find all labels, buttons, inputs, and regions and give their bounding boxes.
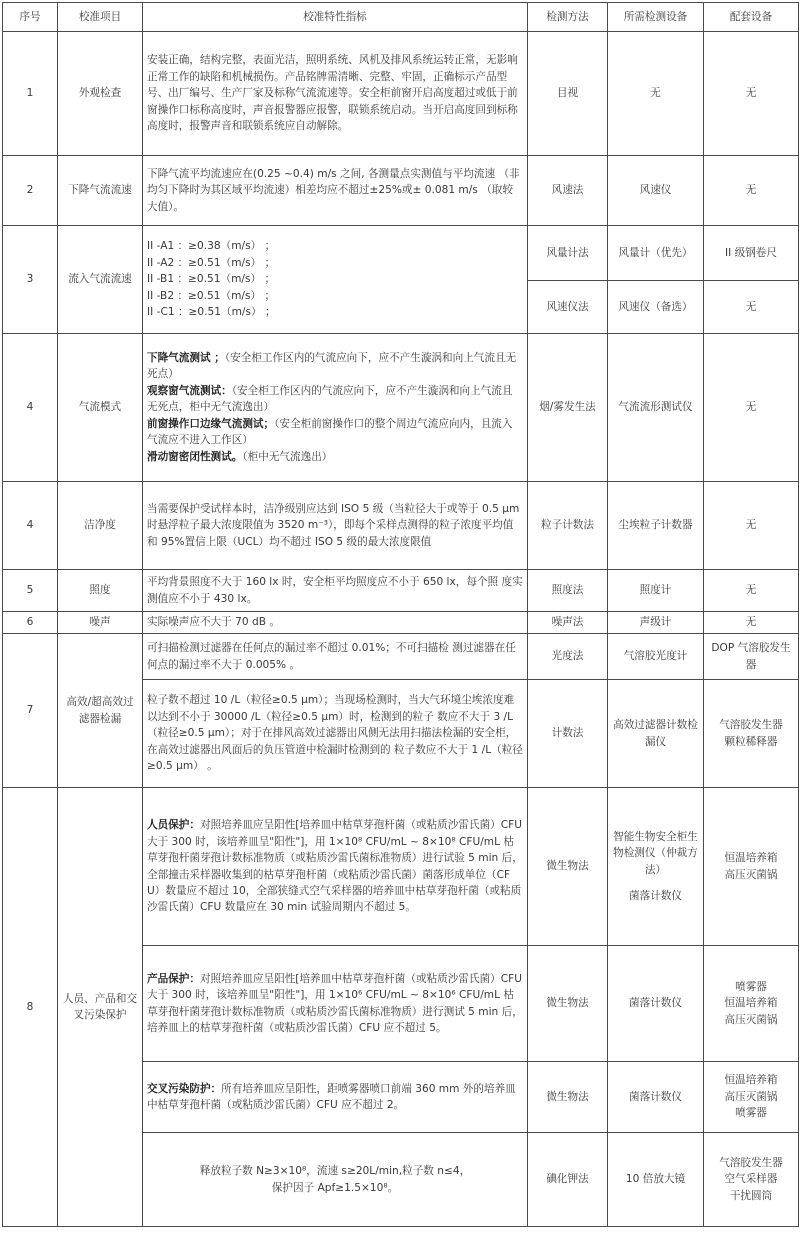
row-item: 噪声 bbox=[58, 612, 143, 634]
row-no: 8 bbox=[3, 788, 58, 1227]
spec-text: 对照培养皿应呈阳性[培养皿中枯草芽孢杆菌（或粘质沙雷氏菌）CFU 大于 300 时，该培养皿呈"阳性"]，用 1×10⁶ CFU/mL ~ 8×10⁶ CFU/mL 枯草芽孢杆菌芽孢计数标准物质（或粘质沙雷氏菌标准物质）进行测试 5 min 后，培养皿上的枯草芽孢杆菌（或粘质沙雷氏菌）CFU 应不超过 5。 bbox=[147, 972, 523, 1034]
row-no: 7 bbox=[3, 634, 58, 788]
aux-line: 干扰圆筒 bbox=[729, 1189, 773, 1202]
row-aux bbox=[704, 1133, 799, 1227]
row-method: 烟/雾发生法 bbox=[528, 334, 608, 482]
row-item: 流入气流流速 bbox=[58, 226, 143, 334]
header-item: 校准项目 bbox=[58, 3, 143, 32]
device-line: 菌落计数仪 bbox=[629, 889, 682, 902]
row-item: 高效/超高效过滤器检漏 bbox=[58, 634, 143, 788]
row-spec bbox=[143, 226, 528, 334]
table-row bbox=[3, 156, 799, 226]
header-method: 检测方法 bbox=[528, 3, 608, 32]
row-method: 光度法 bbox=[528, 634, 608, 680]
row-method: 计数法 bbox=[528, 680, 608, 788]
row-spec: 安装正确，结构完整，表面光洁，照明系统、风机及排风系统运转正常，无影响正常工作的缺陷和机械损伤。产品铭牌需清晰、完整、牢固，正确标示产品型号、出厂编号、生产厂家及标称气流流速等。安全柜前窗开启高度超过或低于前窗操作口标称高度时，声音报警器应报警，联锁系统启动。当开启高度回到标称高度时，报警声音和联锁系统应自动解除。 bbox=[143, 32, 528, 156]
aux-line: 高压灭菌锅 bbox=[724, 1013, 778, 1026]
row-device: 高效过滤器计数检漏仪 bbox=[608, 680, 704, 788]
row-item: 人员、产品和交叉污染保护 bbox=[58, 788, 143, 1227]
row-spec: 平均背景照度不大于 160 lx 时，安全柜平均照度应不小于 650 lx，每个照 度实测值应不小于 430 lx。 bbox=[143, 570, 528, 612]
spec-text: （柜中无气流逸出） bbox=[242, 450, 333, 463]
row-aux: 无 bbox=[704, 32, 799, 156]
row-spec: 当需要保护受试样本时，洁净级别应达到 ISO 5 级（当粒径大于或等于 0.5 μm 时悬浮粒子最大浓度限值为 3520 m⁻³），即每个采样点测得的粒子浓度平均值和 95%置信上限（UCL）均不超过 ISO 5 级的最大浓度限值 bbox=[143, 482, 528, 570]
row-method: 风速仪法 bbox=[528, 281, 608, 334]
row-method: 照度法 bbox=[528, 570, 608, 612]
aux-line: 高压灭菌锅 bbox=[724, 1090, 778, 1103]
row-device: 10 倍放大镜 bbox=[608, 1133, 704, 1227]
row-aux: 无 bbox=[704, 334, 799, 482]
spec-text: （安全柜工作区内的气流应向下，应不产生漩涡和向上气流且无死点，柜中无气流逸出） bbox=[147, 384, 513, 414]
row-no: 4 bbox=[3, 482, 58, 570]
spec-bold: 下降气流测试 ； bbox=[147, 352, 225, 365]
aux-line: 恒温培养箱 bbox=[724, 852, 778, 865]
spec-line: II -C1 ：≥0.51（m/s） ； bbox=[147, 306, 276, 319]
row-aux: 无 bbox=[704, 156, 799, 226]
row-aux: DOP 气溶胶发生器 bbox=[704, 634, 799, 680]
row-method: 目视 bbox=[528, 32, 608, 156]
row-spec: 下降气流平均流速应在(0.25 ~0.4) m/s 之间, 各测量点实测值与平均流速 （非均匀下降时为其区域平均流速）相差均应不超过±25%或± 0.081 m/s （取较大值）。 bbox=[143, 156, 528, 226]
row-spec bbox=[143, 1133, 528, 1227]
row-aux bbox=[704, 680, 799, 788]
aux-line: 颗粒稀释器 bbox=[724, 735, 778, 748]
row-aux: 无 bbox=[704, 482, 799, 570]
row-spec bbox=[143, 946, 528, 1062]
row-method: 微生物法 bbox=[528, 946, 608, 1062]
spec-bold: 人员保护： bbox=[147, 819, 200, 832]
spec-bold: 观察窗气流测试： bbox=[147, 384, 232, 397]
aux-line: 恒温培养箱 bbox=[724, 1074, 778, 1087]
row-device: 照度计 bbox=[608, 570, 704, 612]
row-aux: 无 bbox=[704, 612, 799, 634]
row-aux bbox=[704, 946, 799, 1062]
spec-bold: 滑动窗密闭性测试。 bbox=[147, 450, 243, 463]
row-method: 微生物法 bbox=[528, 788, 608, 946]
row-method: 粒子计数法 bbox=[528, 482, 608, 570]
spec-line: II -A1 ：≥0.38（m/s） ； bbox=[147, 240, 276, 253]
spec-text: （安全柜工作区内的气流应向下，应不产生漩涡和向上气流且无死点） bbox=[147, 352, 517, 381]
row-aux: 无 bbox=[704, 281, 799, 334]
table-row bbox=[3, 634, 799, 680]
spec-line: II -B1 ：≥0.51（m/s） ； bbox=[147, 273, 276, 286]
row-device: 气溶胶光度计 bbox=[608, 634, 704, 680]
row-method: 微生物法 bbox=[528, 1062, 608, 1133]
row-device: 无 bbox=[608, 32, 704, 156]
table-row bbox=[3, 570, 799, 612]
row-aux: 无 bbox=[704, 570, 799, 612]
row-spec bbox=[143, 1062, 528, 1133]
row-device: 风速仪（备选） bbox=[608, 281, 704, 334]
spec-line: II -A2 ：≥0.51（m/s） ； bbox=[147, 256, 276, 269]
row-aux: II 级钢卷尺 bbox=[704, 226, 799, 281]
row-aux bbox=[704, 1062, 799, 1133]
row-no: 6 bbox=[3, 612, 58, 634]
row-no: 4 bbox=[3, 334, 58, 482]
row-device: 尘埃粒子计数器 bbox=[608, 482, 704, 570]
calibration-table bbox=[2, 2, 799, 1227]
table-row bbox=[3, 482, 799, 570]
spec-line: 释放粒子数 N≥3×10⁸，流速 s≥20L/min,粒子数 n≤4， bbox=[199, 1165, 471, 1178]
aux-line: 气溶胶发生器 bbox=[719, 719, 783, 732]
spec-bold: 产品保护： bbox=[147, 972, 200, 985]
aux-line: 喷雾器 bbox=[735, 980, 767, 993]
table-row bbox=[3, 334, 799, 482]
spec-text: 所有培养皿应呈阳性，距喷雾器喷口前端 360 mm 外的培养皿中枯草芽孢杆菌（或粘质沙雷氏菌）CFU 应不超过 2。 bbox=[147, 1082, 516, 1111]
aux-line: 高压灭菌锅 bbox=[724, 868, 778, 881]
row-method: 风速法 bbox=[528, 156, 608, 226]
aux-line: 喷雾器 bbox=[735, 1107, 767, 1120]
row-method: 风量计法 bbox=[528, 226, 608, 281]
header-aux: 配套设备 bbox=[704, 3, 799, 32]
row-spec: 粒子数不超过 10 /L（粒径≥0.5 μm）；当现场检测时，当大气环境尘埃浓度难以达到不小于 30000 /L（粒径≥0.5 μm）时，检测到的粒子 数应不大于 3 /L（粒径≥0.5 μm）；对于在排风高效过滤器出风侧无法用扫描法检漏的安全柜，在高效过滤器出风面后的负压管道中检漏时检测到的 粒子数应不大于 1 /L（粒径≥0.5 μm） 。 bbox=[143, 680, 528, 788]
header-spec: 校准特性指标 bbox=[143, 3, 528, 32]
row-spec: 实际噪声应不大于 70 dB 。 bbox=[143, 612, 528, 634]
aux-line: 气溶胶发生器 bbox=[719, 1156, 783, 1169]
aux-line: 恒温培养箱 bbox=[724, 997, 778, 1010]
row-device: 菌落计数仪 bbox=[608, 946, 704, 1062]
spec-line: 保护因子 Apf≥1.5×10⁸。 bbox=[271, 1181, 399, 1194]
row-no: 1 bbox=[3, 32, 58, 156]
row-spec bbox=[143, 334, 528, 482]
row-item: 洁净度 bbox=[58, 482, 143, 570]
row-method: 碘化钾法 bbox=[528, 1133, 608, 1227]
spec-line: II -B2 ：≥0.51（m/s） ； bbox=[147, 289, 276, 302]
row-no: 2 bbox=[3, 156, 58, 226]
table-row bbox=[3, 788, 799, 946]
row-device bbox=[608, 788, 704, 946]
row-spec: 可扫描检测过滤器在任何点的漏过率不超过 0.01%；不可扫描检 测过滤器在任何点的漏过率不大于 0.005% 。 bbox=[143, 634, 528, 680]
spec-bold: 交叉污染防护： bbox=[147, 1082, 222, 1095]
table-row bbox=[3, 32, 799, 156]
aux-line: 空气采样器 bbox=[724, 1173, 778, 1186]
header-device: 所需检测设备 bbox=[608, 3, 704, 32]
row-device: 风速仪 bbox=[608, 156, 704, 226]
row-method: 噪声法 bbox=[528, 612, 608, 634]
row-device: 气流流形测试仪 bbox=[608, 334, 704, 482]
row-aux bbox=[704, 788, 799, 946]
row-device: 菌落计数仪 bbox=[608, 1062, 704, 1133]
row-item: 外观检查 bbox=[58, 32, 143, 156]
header-row bbox=[3, 3, 799, 32]
spec-bold: 前窗操作口边缘气流测试； bbox=[147, 417, 275, 430]
row-spec bbox=[143, 788, 528, 946]
row-device: 声级计 bbox=[608, 612, 704, 634]
row-item: 下降气流流速 bbox=[58, 156, 143, 226]
row-item: 气流模式 bbox=[58, 334, 143, 482]
device-line: 智能生物安全柜生物检测仪（仲裁方法） bbox=[613, 830, 698, 876]
row-item: 照度 bbox=[58, 570, 143, 612]
row-device: 风量计（优先） bbox=[608, 226, 704, 281]
row-no: 5 bbox=[3, 570, 58, 612]
table-row bbox=[3, 226, 799, 281]
spec-text: （安全柜前窗操作口的整个周边气流应向内，且流入气流应不进入工作区） bbox=[147, 417, 513, 447]
header-no: 序号 bbox=[3, 3, 58, 32]
table-row bbox=[3, 612, 799, 634]
row-no: 3 bbox=[3, 226, 58, 334]
spec-text: 对照培养皿应呈阳性[培养皿中枯草芽孢杆菌（或粘质沙雷氏菌）CFU 大于 300 时，该培养皿呈"阳性"]，用 1×10⁸ CFU/mL ~ 8×10⁸ CFU/mL 枯草芽孢杆菌芽孢计数标准物质（或粘质沙雷氏菌标准物质）进行试验 5 min 后，全部撞击采样器收集到的枯草芽孢杆菌（或粘质沙雷氏菌）菌落形成单位（CFU）数量应不超过 10，全部狭缝式空气采样器的培养皿中枯草芽孢杆菌（或粘质沙雷氏菌）CFU 数量应在 30 min 试验周期内不超过 5。 bbox=[147, 819, 523, 914]
